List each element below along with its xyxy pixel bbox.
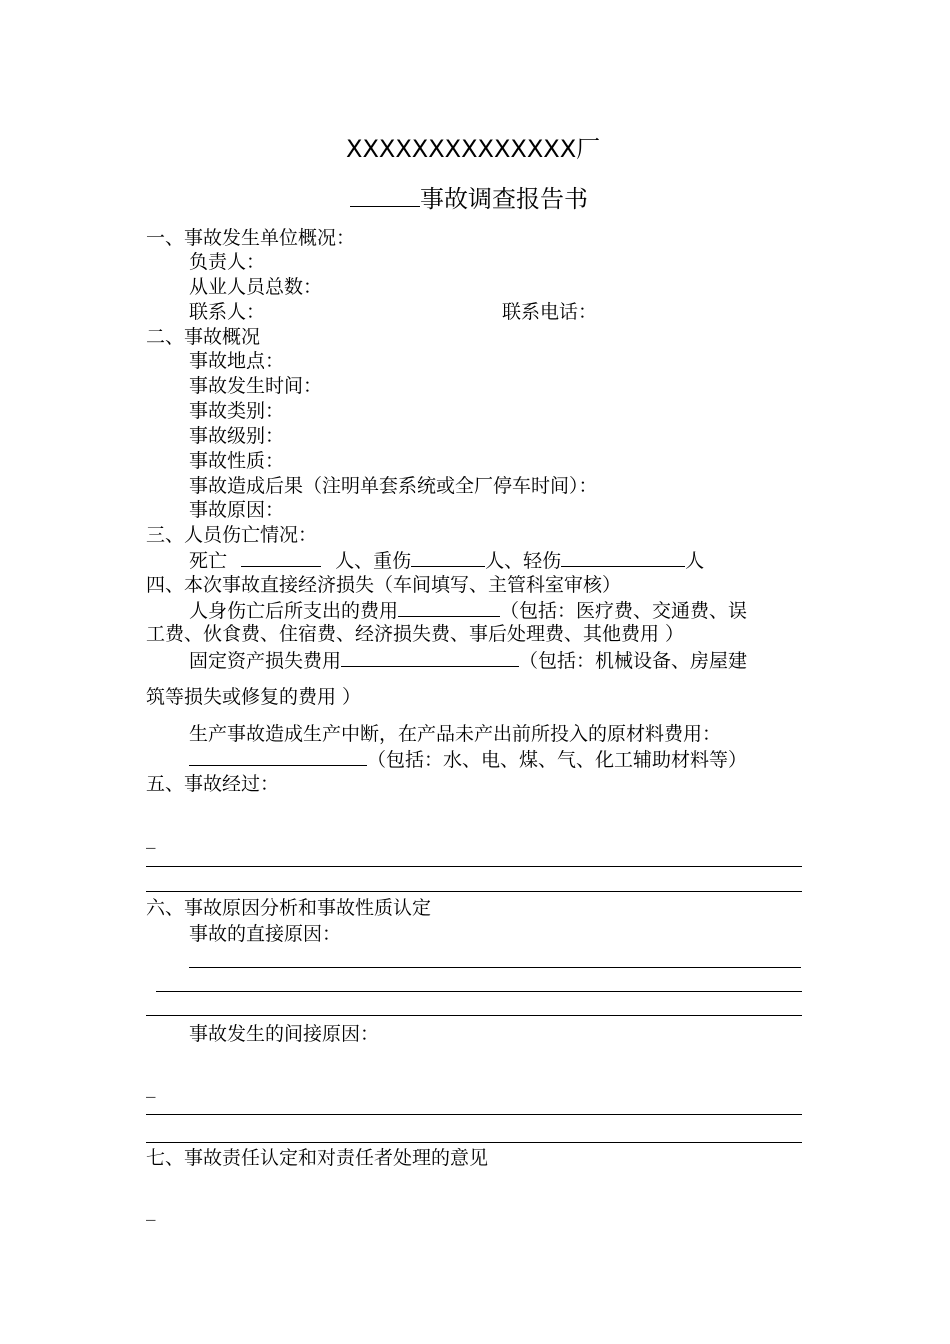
accident-process-dash: _ (146, 827, 156, 849)
section6-heading: 六、事故原因分析和事故性质认定 (146, 897, 432, 919)
factory-name: XXXXXXXXXXXXXX厂 (346, 135, 601, 163)
injury-cost-line (189, 598, 747, 623)
minor-injury-label: 人、轻伤 (485, 550, 562, 572)
accident-location-label: 事故地点： (189, 350, 285, 372)
accident-process-line-1[interactable] (146, 866, 802, 867)
accident-consequence-label: 事故造成后果（注明单套系统或全厂停车时间）： (189, 475, 598, 497)
death-label: 死亡 (189, 550, 228, 572)
accident-process-line-2[interactable] (146, 891, 802, 892)
total-employees-label: 从业人员总数： (189, 276, 323, 298)
death-count-blank[interactable] (241, 548, 321, 567)
direct-cause-line-3[interactable] (146, 1015, 802, 1016)
material-cost-note: （包括：水、电、煤、气、化工辅助材料等） (367, 749, 748, 771)
section5-heading: 五、事故经过： (146, 773, 280, 795)
injury-cost-note: （包括：医疗费、交通费、误 (500, 600, 748, 622)
accident-cause-label: 事故原因： (189, 499, 285, 521)
minor-injury-count-blank[interactable] (561, 548, 685, 567)
asset-cost-blank[interactable] (341, 648, 519, 667)
indirect-cause-line-1[interactable] (146, 1114, 802, 1115)
indirect-cause-label: 事故发生的间接原因： (189, 1023, 380, 1045)
asset-cost-line (189, 648, 747, 673)
accident-time-label: 事故发生时间： (189, 375, 323, 397)
contact-person-label: 联系人： (189, 301, 266, 323)
serious-injury-count-blank[interactable] (411, 548, 485, 567)
injury-cost-label: 人身伤亡后所支出的费用 (189, 600, 399, 622)
section7-heading: 七、事故责任认定和对责任者处理的意见 (146, 1147, 489, 1169)
accident-nature-label: 事故性质： (189, 450, 285, 472)
direct-cause-line-2[interactable] (156, 991, 802, 992)
section2-heading: 二、事故概况 (146, 326, 261, 348)
accident-level-label: 事故级别： (189, 425, 285, 447)
serious-injury-label: 人、重伤 (335, 550, 412, 572)
asset-cost-note: （包括：机械设备、房屋建 (519, 650, 748, 672)
asset-cost-note-cont: 筑等损失或修复的费用 ） (146, 686, 362, 708)
casualty-line (189, 548, 704, 573)
direct-cause-label: 事故的直接原因： (189, 923, 342, 945)
section3-heading: 三、人员伤亡情况： (146, 524, 318, 546)
report-title (350, 184, 588, 214)
material-cost-blank[interactable] (189, 747, 367, 766)
person-unit-label: 人 (685, 550, 705, 572)
injury-cost-note-cont: 工费、伙食费、住宿费、经济损失费、事后处理费、其他费用 ） (146, 623, 685, 645)
indirect-cause-dash: _ (146, 1076, 156, 1098)
section4-heading: 四、本次事故直接经济损失（车间填写、主管科室审核） (146, 574, 622, 596)
injury-cost-blank[interactable] (398, 598, 500, 617)
accident-category-label: 事故类别： (189, 400, 285, 422)
material-cost-line (189, 747, 747, 772)
indirect-cause-line-2[interactable] (146, 1142, 802, 1143)
contact-phone-label: 联系电话： (502, 301, 598, 323)
direct-cause-line-1[interactable] (189, 967, 801, 968)
material-cost-label: 生产事故造成生产中断，在产品未产出前所投入的原材料费用： (189, 723, 722, 745)
asset-cost-label: 固定资产损失费用 (189, 650, 342, 672)
responsibility-dash: _ (146, 1199, 156, 1221)
report-type-blank[interactable] (350, 184, 420, 207)
report-title-text: 事故调查报告书 (420, 185, 588, 213)
section1-heading: 一、事故发生单位概况： (146, 227, 356, 249)
responsible-person-label: 负责人： (189, 251, 266, 273)
